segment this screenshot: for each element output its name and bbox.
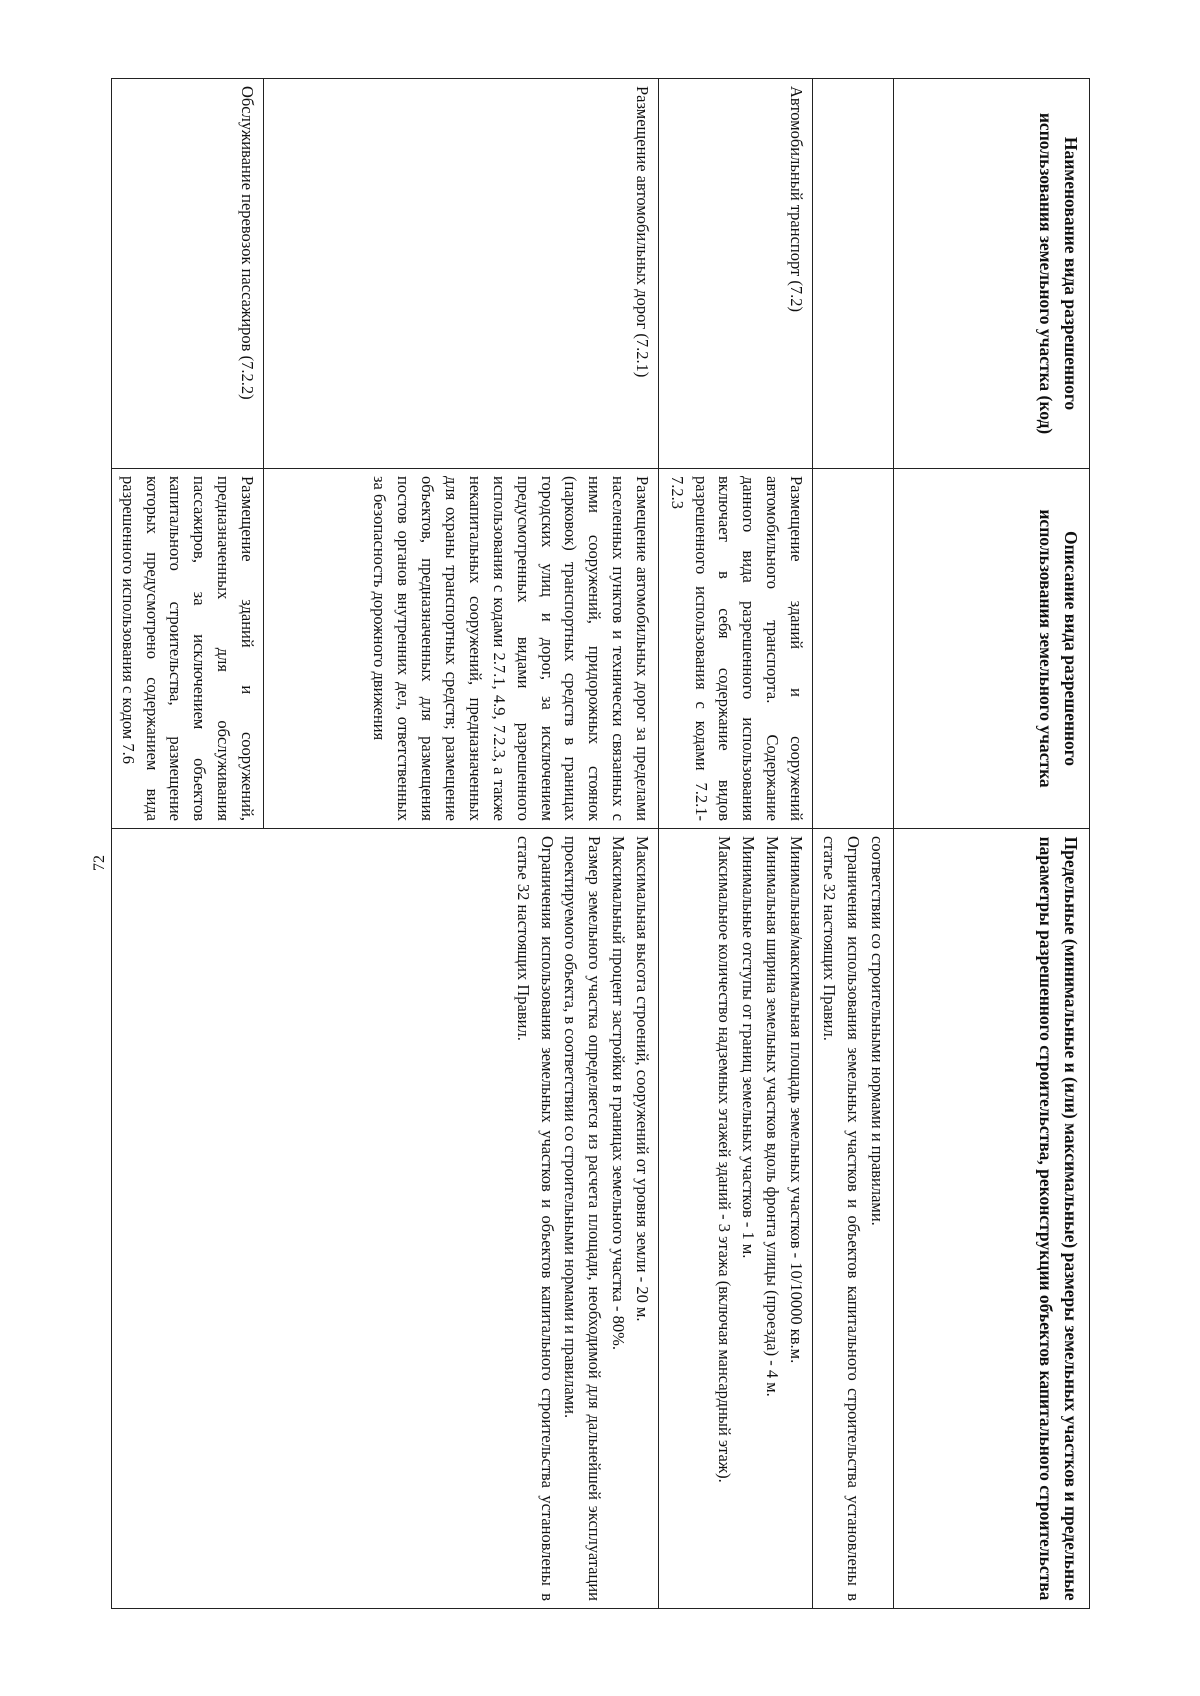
table-row — [264, 79, 659, 1609]
land-use-table — [111, 78, 1090, 1609]
table-row — [813, 79, 894, 1609]
cell-use-name: Автомобильный транспорт (7.2) — [659, 79, 813, 469]
cell-use-description: Размещение зданий и сооружений автомобильного транспорта. Содержание данного вида разрешенного использования включает в себя содержание видов разрешенного использования с кодами 7.2.1-7.2.3 — [659, 469, 813, 829]
cell-use-name — [813, 79, 894, 469]
header-parameters: Предельные (минимальные и (или) максимальные) размеры земельных участков и предельные параметры разрешенного строительства, реконструкции объектов капитального строительства — [894, 829, 1090, 1609]
table-row — [659, 79, 813, 1609]
rotated-page-content — [113, 78, 1090, 1608]
cell-use-description — [813, 469, 894, 829]
cell-use-description: Размещение зданий и сооружений, предназначенных для обслуживания пассажиров, за исключением объектов капитального строительства, размещение которых предусмотрено содержанием вида разрешенного использования с кодом 7.6 — [111, 469, 264, 829]
cell-use-name: Размещение автомобильных дорог (7.2.1) — [264, 79, 659, 469]
cell-parameters: соответствии со строительными нормами и правилами. Ограничения использования земельных участков и объектов капитального строительства установлены в статье 32 настоящих Правил. — [813, 829, 894, 1609]
page-number: 72 — [91, 855, 108, 871]
header-use-description: Описание вида разрешенного использования земельного участка — [894, 469, 1090, 829]
cell-parameters: Минимальная/максимальная площадь земельных участков - 10/10000 кв.м. Минимальная ширина земельных участков вдоль фронта улицы (проезда) - 4 м. Минимальные отступы от границ земельных участков - 1 м. Максимальное количество надземных этажей зданий - 3 этажа (включая мансардный этаж). — [659, 829, 813, 1609]
cell-parameters: Максимальная высота строений, сооружений от уровня земли - 20 м. Максимальный процент застройки в границах земельного участка - 80%. Размер земельного участка определяется из расчета площади, необходимой для дальнейшей эксплуатации проектируемого объекта, в соответствии со строительными нормами и правилами. Ограничения использования земельных участков и объектов капитального строительства установлены в статье 32 настоящих Правил. — [111, 829, 659, 1609]
table-header-row — [894, 79, 1090, 1609]
cell-use-name: Обслуживание перевозок пассажиров (7.2.2) — [111, 79, 264, 469]
cell-use-description: Размещение автомобильных дорог за пределами населенных пунктов и технически связанных с ними сооружений, придорожных стоянок (парковок) транспортных средств в границах городских улиц и дорог, за исключением предусмотренных видами разрешенного использования с кодами 2.7.1, 4.9, 7.2.3, а также некапитальных сооружений, предназначенных для охраны транспортных средств; размещение объектов, предназначенных для размещения постов органов внутренних дел, ответственных за безопасность дорожного движения — [264, 469, 659, 829]
header-use-name: Наименование вида разрешенного использования земельного участка (код) — [894, 79, 1090, 469]
